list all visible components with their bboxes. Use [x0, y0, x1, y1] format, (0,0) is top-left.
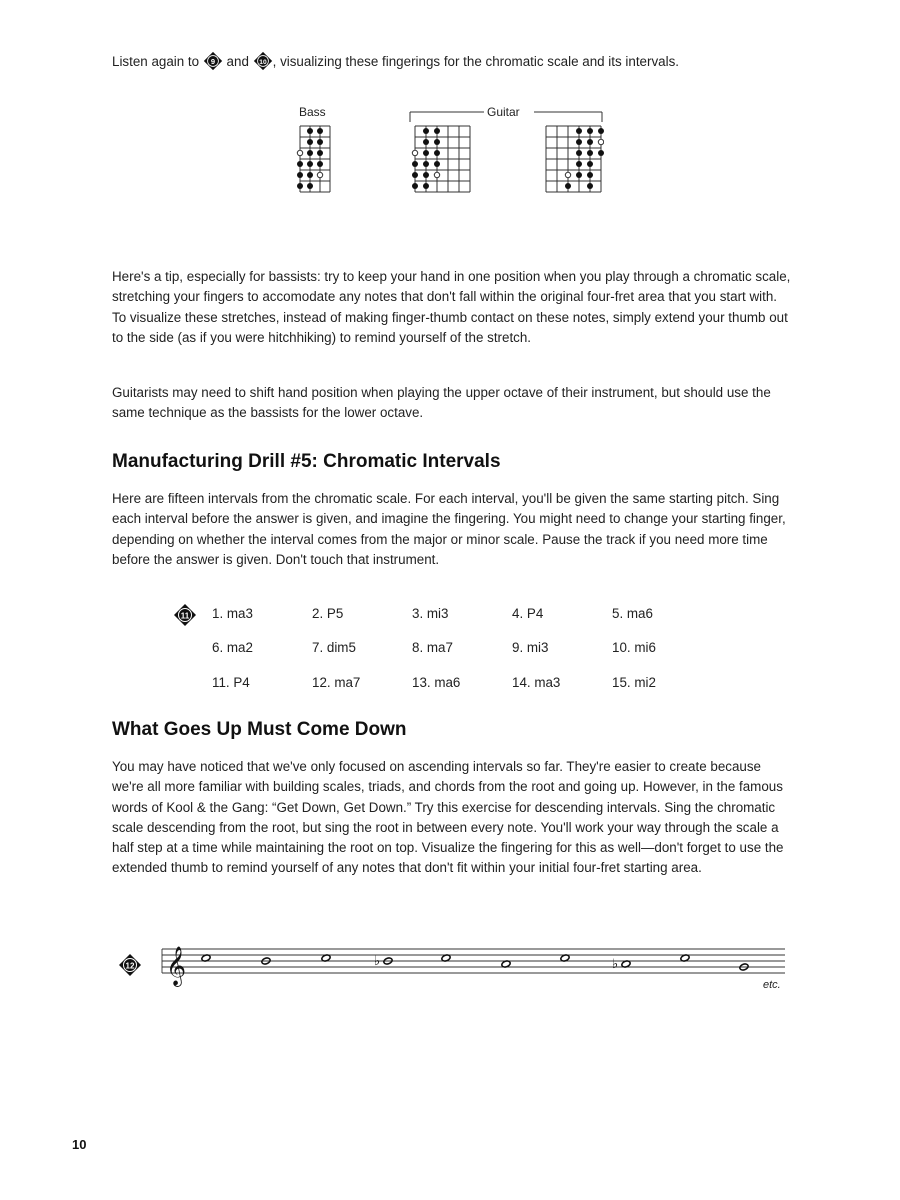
track-12-number: 12: [125, 961, 135, 971]
interval-item: 4. P4: [512, 606, 544, 621]
whole-notes: [201, 954, 749, 971]
intro-line: [112, 51, 812, 72]
guitarists-paragraph: Guitarists may need to shift hand position when playing the upper octave of their instrument, but should use the same technique as the bassists for the lower octave.: [112, 385, 771, 421]
interval-item: 2. P5: [312, 606, 344, 621]
interval-item: 13. ma6: [412, 675, 461, 690]
interval-item: 14. ma3: [512, 675, 561, 690]
interval-item: 8. ma7: [412, 640, 453, 655]
bass-label: Bass: [299, 105, 326, 119]
bass-fretboard-diagram: [296, 124, 336, 198]
interval-item: 10. mi6: [612, 640, 656, 655]
track-11-number: 11: [180, 611, 190, 621]
intro-text-before: Listen again to: [112, 54, 203, 69]
etc-label: etc.: [763, 979, 781, 991]
guitar-label: Guitar: [487, 105, 520, 119]
treble-clef-icon: 𝄞: [166, 946, 187, 986]
interval-item: 6. ma2: [212, 640, 253, 655]
section2-heading: What Goes Up Must Come Down: [112, 719, 407, 740]
flat-sign-icon: ♭: [612, 957, 619, 972]
track-9-badge: [203, 51, 223, 71]
interval-item: 11. P4: [212, 675, 250, 690]
interval-item: 5. ma6: [612, 606, 653, 621]
interval-item: 15. mi2: [612, 675, 656, 690]
track-12-badge: [118, 953, 142, 977]
guitar-fretboard-diagram-1: [411, 124, 473, 198]
track-10-badge: [253, 51, 273, 71]
interval-item: 9. mi3: [512, 640, 549, 655]
interval-item: 1. ma3: [212, 606, 253, 621]
track-10-number: 10: [258, 58, 267, 66]
interval-item: 12. ma7: [312, 675, 361, 690]
intro-text-middle: and: [222, 54, 253, 69]
guitar-fretboard-diagram-2: [542, 124, 604, 198]
track-11-badge: [173, 603, 197, 627]
tip-paragraph: Here's a tip, especially for bassists: try to keep your hand in one position when you play through a chromatic scale, stretching your fingers to accomodate any notes that don't fall within the original four-fret area that you start with. To visualize these stretches, instead of making finger-thumb contact on these notes, simply extend your thumb out to the side (as if you were hitchhiking) to remind yourself of the stretch.: [112, 269, 791, 345]
interval-item: 3. mi3: [412, 606, 449, 621]
flat-sign-icon: ♭: [374, 954, 381, 969]
section2-paragraph: You may have noticed that we've only focused on ascending intervals so far. They're easier to create because we're all more familiar with building scales, triads, and chords from the root and going up. However, in the famous words of Kool & the Gang: “Get Down, Get Down.” Try this exercise for descending intervals. Sing the chromatic scale descending from the root, but sing the root in between every note. You'll work your way through the scale a half step at a time while maintaining the root on top. Visualize the fingering for this as well—don't forget to use the extended thumb to remind yourself of any notes that don't fit within your initial four-fret starting area.: [112, 759, 784, 876]
music-staff: [160, 940, 790, 990]
interval-item: 7. dim5: [312, 640, 356, 655]
track-9-number: 9: [210, 56, 215, 66]
drill5-paragraph: Here are fifteen intervals from the chromatic scale. For each interval, you'll be given the same starting pitch. Sing each interval before the answer is given, and imagine the fingering. You might need to change your starting finger, depending on whether the interval comes from the major or minor scale. Pause the track if you need more time before the answer is given. Don't touch that instrument.: [112, 491, 786, 567]
intro-text-after: , visualizing these fingerings for the chromatic scale and its intervals.: [272, 54, 679, 69]
page-number: 10: [72, 1137, 87, 1152]
drill5-heading: Manufacturing Drill #5: Chromatic Intervals: [112, 451, 501, 472]
